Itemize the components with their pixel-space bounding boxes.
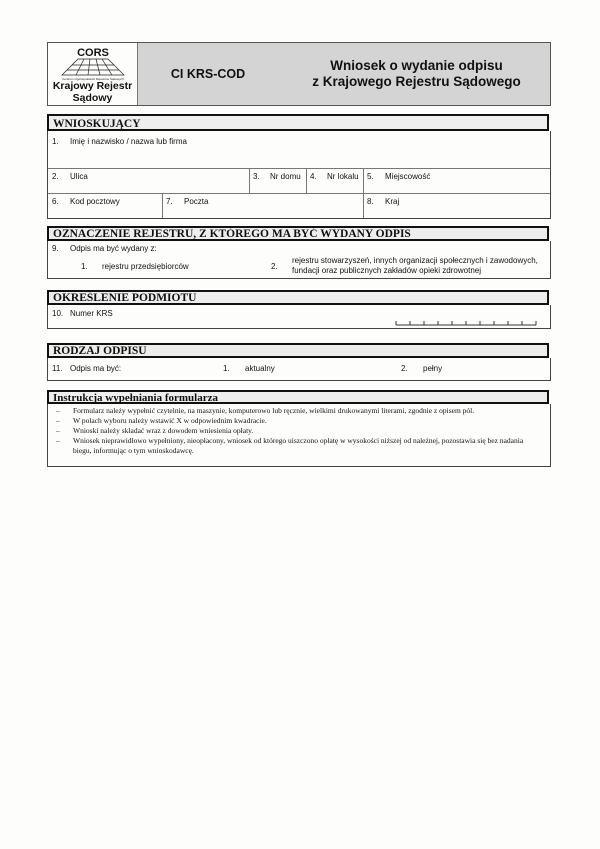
section-header-applicant: WNIOSKUJĄCY xyxy=(47,114,549,131)
section-header-entity: OKREŚLENIE PODMIOTU xyxy=(47,290,549,305)
option-label-line2: fundacji oraz publicznych zakładów opieki zdrowotnej xyxy=(292,266,481,275)
question-label: Odpis ma być: xyxy=(70,364,122,373)
field-postal-code[interactable] xyxy=(52,197,160,217)
dash-bullet-icon: – xyxy=(56,426,60,435)
section-header-copy-type: RODZAJ ODPISU xyxy=(47,343,549,358)
section-header-register: OZNACZENIE REJESTRU, Z KTÓREGO MA BYĆ WYDANY ODPIS xyxy=(47,226,549,241)
option-business-register[interactable] xyxy=(78,260,268,274)
instruction-item: – Formularz należy wypełnić czytelnie, na maszynie, komputerowo lub ręcznie, wielkimi drukowanymi literami, zgodnie z opisem pól. xyxy=(56,406,475,415)
field-label: Kraj xyxy=(385,197,400,206)
field-label: Kod pocztowy xyxy=(70,197,120,206)
logo-subtext: Centrum Ogólnopolskich Rejestrów Sądowych xyxy=(62,77,124,81)
field-post-office[interactable] xyxy=(166,197,361,217)
cors-logo-icon xyxy=(54,45,132,81)
field-label: Nr domu xyxy=(270,172,301,181)
field-number: 7. xyxy=(166,197,173,206)
option-number: 1. xyxy=(81,262,88,271)
field-label: Poczta xyxy=(184,197,209,206)
krs-number-input[interactable] xyxy=(395,318,537,326)
option-full-copy[interactable] xyxy=(398,361,518,376)
field-street[interactable] xyxy=(52,172,248,192)
logo-caption xyxy=(48,80,137,104)
option-number: 2. xyxy=(271,262,278,271)
field-city[interactable] xyxy=(367,172,547,192)
question-number: 11. xyxy=(52,364,63,373)
logo-block xyxy=(48,43,138,105)
instructions-list xyxy=(48,404,550,456)
option-number: 2. xyxy=(401,364,408,373)
option-label: aktualny xyxy=(245,364,275,373)
divider xyxy=(249,168,250,193)
form-code: CI KRS-COD xyxy=(170,67,246,81)
option-label: pełny xyxy=(423,364,443,373)
instruction-item: – Wnioski należy składać wraz z dowodem wniesienia opłaty. xyxy=(56,426,254,435)
field-full-name[interactable] xyxy=(52,137,532,167)
field-number: 6. xyxy=(52,197,59,206)
option-label-line1: rejestru stowarzyszeń, innych organizacji społecznych i zawodowych, xyxy=(292,256,538,265)
field-number: 5. xyxy=(367,172,374,181)
instruction-item: – W polach wyboru należy wstawić X w odpowiednim kwadracie. xyxy=(56,416,267,425)
form-header xyxy=(47,42,551,106)
form-title-line1: Wniosek o wydanie odpisu xyxy=(330,58,503,73)
form-title-line2: z Krajowego Rejestru Sądowego xyxy=(312,74,521,89)
field-number: 3. xyxy=(253,172,260,181)
logo-caption-line1: Krajowy Rejestr xyxy=(52,80,133,92)
field-number: 8. xyxy=(367,197,374,206)
field-number: 1. xyxy=(52,137,59,146)
logo-text: CORS xyxy=(77,47,109,59)
dash-bullet-icon: – xyxy=(56,416,60,425)
field-label: Numer KRS xyxy=(70,309,113,318)
option-number: 1. xyxy=(223,364,230,373)
field-apartment-number[interactable] xyxy=(310,172,362,192)
section-register xyxy=(47,241,551,279)
divider xyxy=(48,168,550,169)
section-header-instructions: Instrukcja wypełniania formularza xyxy=(47,390,549,404)
question-label: Odpis ma być wydany z: xyxy=(70,244,157,253)
option-associations-register[interactable] xyxy=(271,255,546,277)
field-label: Imię i nazwisko / nazwa lub firma xyxy=(70,137,187,146)
dash-bullet-icon: – xyxy=(56,436,60,445)
form-title xyxy=(283,43,550,105)
section-applicant xyxy=(47,131,551,219)
dash-bullet-icon: – xyxy=(56,406,60,415)
field-label: Miejscowość xyxy=(385,172,431,181)
section-instructions xyxy=(47,404,551,467)
field-house-number[interactable] xyxy=(253,172,305,192)
field-label: Ulica xyxy=(70,172,88,181)
divider xyxy=(306,168,307,193)
option-current-copy[interactable] xyxy=(220,361,340,376)
divider xyxy=(48,193,550,194)
question-number: 9. xyxy=(52,244,59,253)
instruction-item: – Wniosek nieprawidłowo wypełniony, nieopłacony, wniosek od którego uiszczono opłatę w wysokości niższej od należnej, pozostawia się bez nadania biegu, informując o tym wnioskodawcę. xyxy=(56,436,524,455)
option-label: rejestru przedsiębiorców xyxy=(102,262,189,271)
logo-caption-line2: Sądowy xyxy=(72,92,113,104)
section-copy-type xyxy=(47,358,551,381)
field-label: Nr lokalu xyxy=(327,172,359,181)
divider xyxy=(162,193,163,218)
field-number: 10. xyxy=(52,309,64,318)
field-country[interactable] xyxy=(367,197,547,217)
field-number: 4. xyxy=(310,172,317,181)
field-number: 2. xyxy=(52,172,59,181)
